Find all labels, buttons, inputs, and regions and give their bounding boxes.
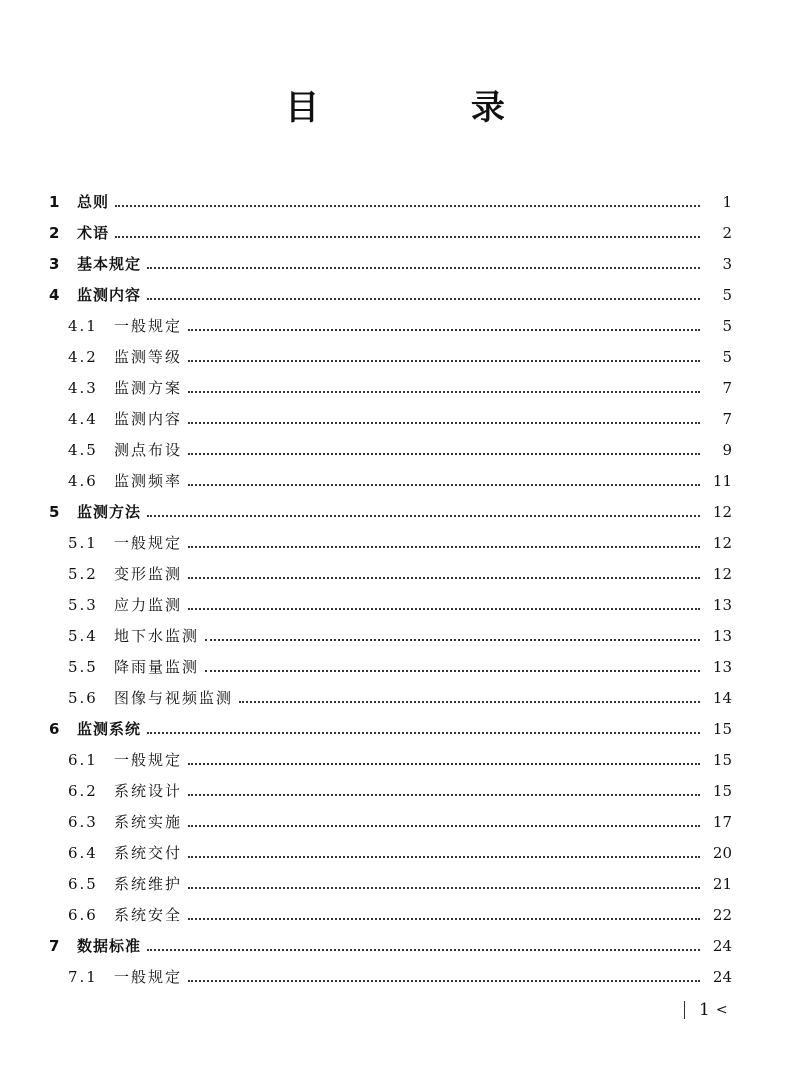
toc-entry-page: 2 bbox=[722, 223, 732, 242]
footer-divider bbox=[684, 1001, 685, 1019]
toc-entry-title: 变形监测 bbox=[114, 565, 183, 583]
toc-dot-leader bbox=[188, 918, 700, 920]
toc-entry-number: 5.6 bbox=[68, 688, 98, 707]
toc-entry-number: 4.3 bbox=[68, 378, 98, 397]
toc-dot-leader bbox=[188, 329, 700, 331]
toc-dot-leader bbox=[188, 360, 700, 362]
toc-dot-leader bbox=[188, 484, 700, 486]
toc-entry-number: 6.3 bbox=[68, 812, 98, 831]
toc-entry-number: 6.4 bbox=[68, 843, 98, 862]
toc-entry-title: 数据标准 bbox=[77, 937, 142, 955]
toc-dot-leader bbox=[188, 422, 700, 424]
toc-dot-leader bbox=[188, 763, 700, 765]
toc-entry-page: 17 bbox=[712, 812, 732, 831]
toc-dot-leader bbox=[205, 639, 700, 641]
toc-entry-title: 监测方案 bbox=[114, 379, 183, 397]
toc-entry-number: 1 bbox=[49, 192, 60, 211]
toc-dot-leader bbox=[115, 205, 700, 207]
toc-entry-page: 14 bbox=[712, 688, 732, 707]
toc-entry-number: 3 bbox=[49, 254, 60, 273]
toc-dot-leader bbox=[188, 608, 700, 610]
toc-entry-page: 12 bbox=[712, 533, 732, 552]
toc-section-row[interactable] bbox=[49, 341, 732, 372]
toc-entry-number: 6.5 bbox=[68, 874, 98, 893]
toc-entry-title: 基本规定 bbox=[77, 255, 142, 273]
toc-section-row[interactable] bbox=[49, 682, 732, 713]
toc-dot-leader bbox=[188, 980, 700, 982]
toc-dot-leader bbox=[115, 236, 700, 238]
toc-entry-number: 4 bbox=[49, 285, 60, 304]
toc-chapter-row[interactable] bbox=[49, 496, 732, 527]
footer-page-number: 1 bbox=[699, 1000, 710, 1020]
toc-entry-page: 12 bbox=[712, 564, 732, 583]
toc-entry-number: 5.5 bbox=[68, 657, 98, 676]
toc-dot-leader bbox=[188, 825, 700, 827]
toc-entry-title: 一般规定 bbox=[114, 751, 183, 769]
toc-entry-number: 4.4 bbox=[68, 409, 98, 428]
toc-section-row[interactable] bbox=[49, 620, 732, 651]
toc-entry-page: 1 bbox=[722, 192, 732, 211]
toc-dot-leader bbox=[188, 546, 700, 548]
toc-entry-page: 7 bbox=[722, 409, 732, 428]
toc-section-row[interactable] bbox=[49, 651, 732, 682]
toc-section-row[interactable] bbox=[49, 558, 732, 589]
toc-dot-leader bbox=[188, 577, 700, 579]
page-footer bbox=[684, 1000, 728, 1020]
toc-entry-page: 13 bbox=[712, 595, 732, 614]
toc-entry-title: 监测等级 bbox=[114, 348, 183, 366]
toc-chapter-row[interactable] bbox=[49, 248, 732, 279]
toc-entry-number: 5.3 bbox=[68, 595, 98, 614]
toc-dot-leader bbox=[188, 794, 700, 796]
toc-section-row[interactable] bbox=[49, 837, 732, 868]
toc-entry-page: 15 bbox=[712, 750, 732, 769]
toc-entry-number: 5.2 bbox=[68, 564, 98, 583]
toc-entry-title: 一般规定 bbox=[114, 968, 183, 986]
toc-entry-number: 4.2 bbox=[68, 347, 98, 366]
toc-section-row[interactable] bbox=[49, 310, 732, 341]
page-title: 目 录 bbox=[285, 88, 575, 128]
toc-section-row[interactable] bbox=[49, 775, 732, 806]
toc-entry-title: 术语 bbox=[77, 224, 110, 242]
toc-section-row[interactable] bbox=[49, 744, 732, 775]
toc-entry-title: 监测频率 bbox=[114, 472, 183, 490]
toc-section-row[interactable] bbox=[49, 465, 732, 496]
toc-entry-page: 11 bbox=[712, 471, 732, 490]
toc-entry-number: 5.4 bbox=[68, 626, 98, 645]
toc-chapter-row[interactable] bbox=[49, 186, 732, 217]
toc-dot-leader bbox=[147, 298, 700, 300]
toc-dot-leader bbox=[239, 701, 700, 703]
table-of-contents bbox=[49, 186, 732, 992]
toc-entry-number: 7.1 bbox=[68, 967, 98, 986]
toc-entry-title: 降雨量监测 bbox=[114, 658, 200, 676]
toc-entry-title: 一般规定 bbox=[114, 317, 183, 335]
toc-entry-page: 9 bbox=[722, 440, 732, 459]
toc-entry-title: 系统维护 bbox=[114, 875, 183, 893]
toc-entry-number: 6 bbox=[49, 719, 60, 738]
toc-entry-title: 应力监测 bbox=[114, 596, 183, 614]
toc-entry-number: 2 bbox=[49, 223, 60, 242]
toc-entry-title: 一般规定 bbox=[114, 534, 183, 552]
toc-entry-page: 15 bbox=[712, 781, 732, 800]
toc-entry-number: 7 bbox=[49, 936, 60, 955]
toc-section-row[interactable] bbox=[49, 899, 732, 930]
toc-dot-leader bbox=[147, 267, 700, 269]
toc-entry-number: 4.6 bbox=[68, 471, 98, 490]
toc-entry-title: 监测系统 bbox=[77, 720, 142, 738]
toc-entry-page: 13 bbox=[712, 657, 732, 676]
toc-entry-number: 5.1 bbox=[68, 533, 98, 552]
toc-dot-leader bbox=[188, 391, 700, 393]
toc-dot-leader bbox=[188, 887, 700, 889]
toc-dot-leader bbox=[188, 453, 700, 455]
toc-dot-leader bbox=[188, 856, 700, 858]
toc-entry-title: 系统设计 bbox=[114, 782, 183, 800]
toc-chapter-row[interactable] bbox=[49, 217, 732, 248]
toc-entry-number: 4.5 bbox=[68, 440, 98, 459]
toc-dot-leader bbox=[147, 732, 700, 734]
toc-section-row[interactable] bbox=[49, 806, 732, 837]
toc-entry-title: 图像与视频监测 bbox=[114, 689, 234, 707]
toc-section-row[interactable] bbox=[49, 403, 732, 434]
toc-entry-title: 系统实施 bbox=[114, 813, 183, 831]
toc-entry-title: 系统安全 bbox=[114, 906, 183, 924]
toc-entry-page: 12 bbox=[712, 502, 732, 521]
toc-entry-title: 地下水监测 bbox=[114, 627, 200, 645]
toc-entry-page: 5 bbox=[722, 316, 732, 335]
toc-entry-page: 5 bbox=[722, 347, 732, 366]
toc-entry-page: 15 bbox=[712, 719, 732, 738]
toc-chapter-row[interactable] bbox=[49, 279, 732, 310]
toc-entry-page: 24 bbox=[712, 936, 732, 955]
toc-section-row[interactable] bbox=[49, 434, 732, 465]
footer-arrow-icon: < bbox=[715, 1002, 728, 1018]
toc-dot-leader bbox=[147, 515, 700, 517]
toc-entry-number: 6.1 bbox=[68, 750, 98, 769]
toc-entry-title: 监测内容 bbox=[77, 286, 142, 304]
toc-entry-number: 4.1 bbox=[68, 316, 98, 335]
toc-section-row[interactable] bbox=[49, 961, 732, 992]
toc-entry-title: 监测内容 bbox=[114, 410, 183, 428]
toc-entry-title: 总则 bbox=[77, 193, 110, 211]
toc-entry-title: 系统交付 bbox=[114, 844, 183, 862]
toc-entry-page: 24 bbox=[712, 967, 732, 986]
toc-entry-number: 6.2 bbox=[68, 781, 98, 800]
toc-section-row[interactable] bbox=[49, 589, 732, 620]
toc-entry-page: 22 bbox=[712, 905, 732, 924]
toc-entry-page: 7 bbox=[722, 378, 732, 397]
toc-chapter-row[interactable] bbox=[49, 930, 732, 961]
toc-section-row[interactable] bbox=[49, 527, 732, 558]
toc-entry-page: 5 bbox=[722, 285, 732, 304]
toc-entry-page: 20 bbox=[712, 843, 732, 862]
toc-entry-page: 21 bbox=[712, 874, 732, 893]
toc-entry-title: 监测方法 bbox=[77, 503, 142, 521]
toc-entry-number: 6.6 bbox=[68, 905, 98, 924]
toc-entry-page: 13 bbox=[712, 626, 732, 645]
toc-chapter-row[interactable] bbox=[49, 713, 732, 744]
toc-section-row[interactable] bbox=[49, 868, 732, 899]
toc-section-row[interactable] bbox=[49, 372, 732, 403]
toc-entry-page: 3 bbox=[722, 254, 732, 273]
toc-dot-leader bbox=[147, 949, 700, 951]
toc-entry-title: 测点布设 bbox=[114, 441, 183, 459]
toc-entry-number: 5 bbox=[49, 502, 60, 521]
toc-dot-leader bbox=[205, 670, 700, 672]
